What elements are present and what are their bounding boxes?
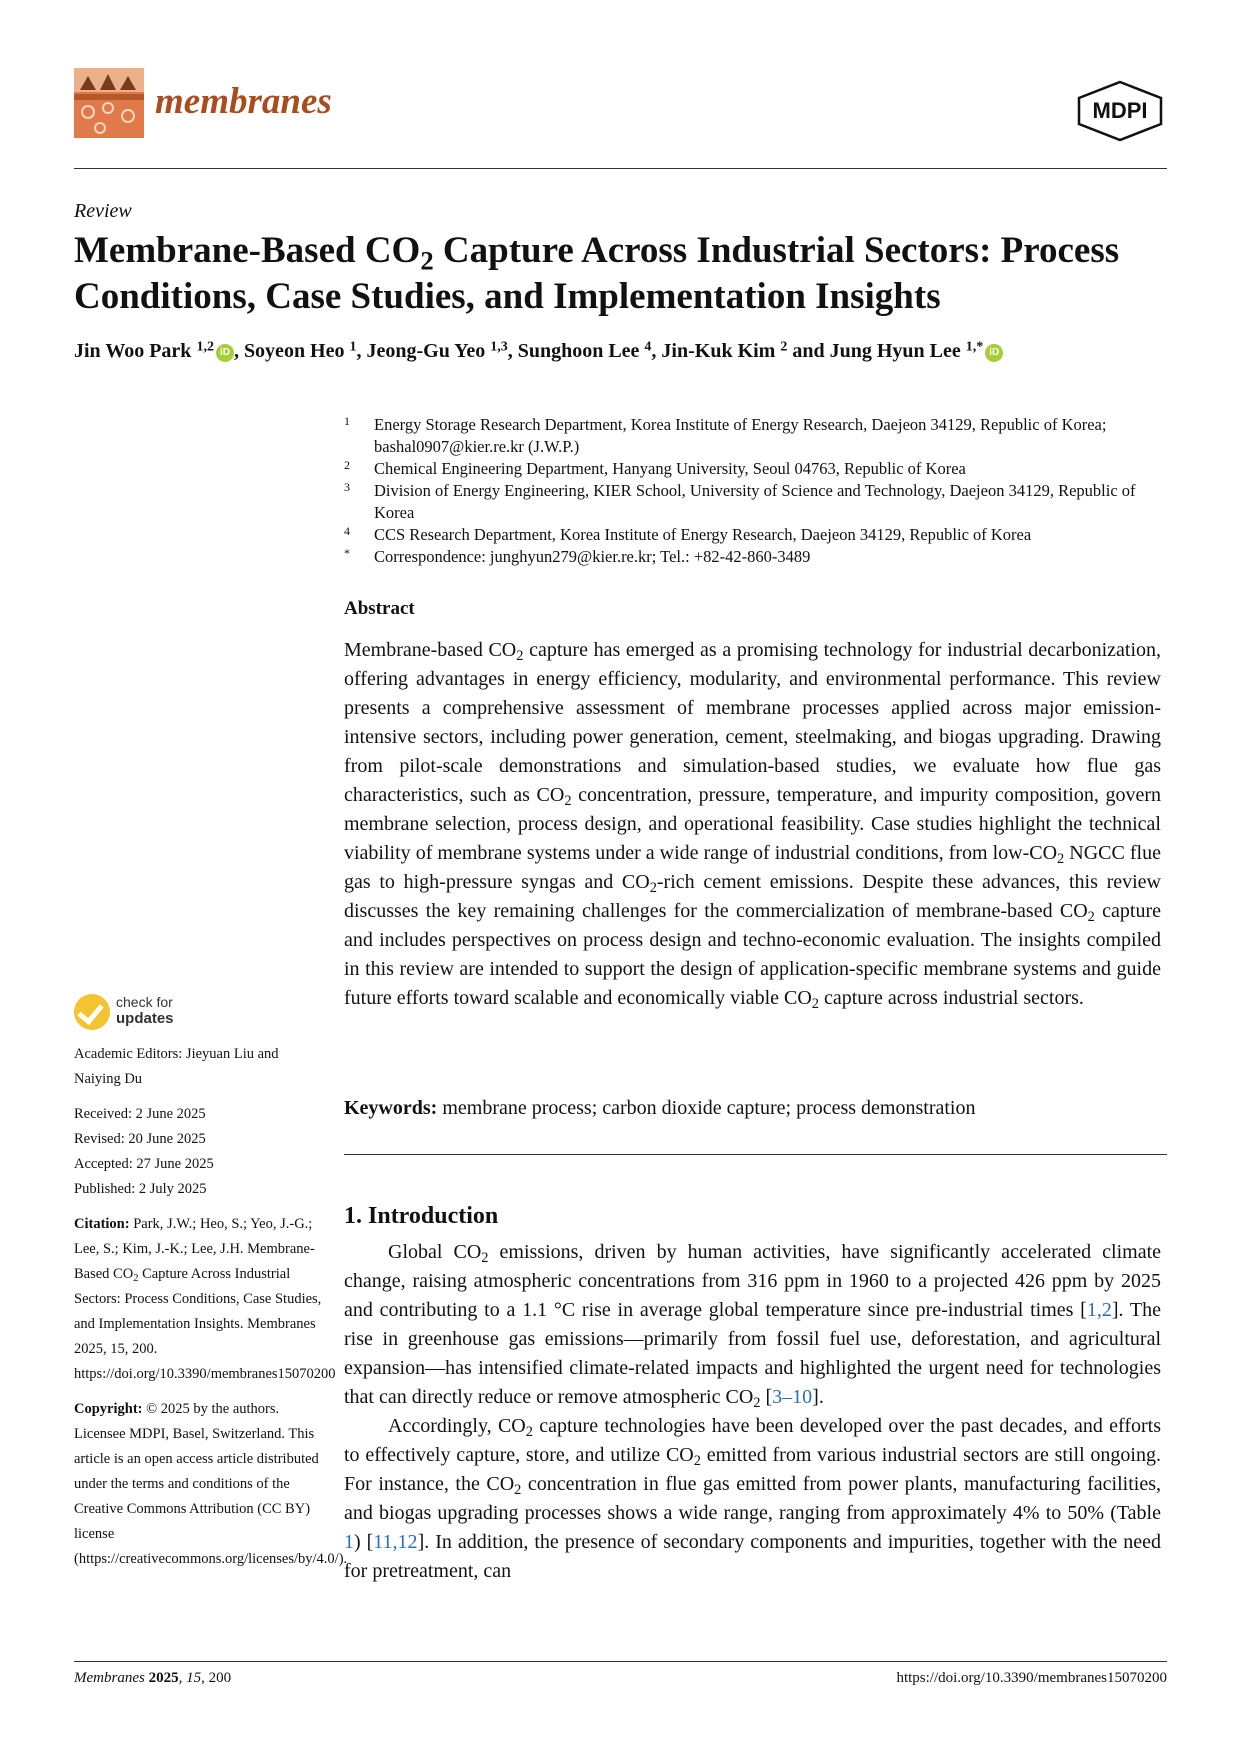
affiliation-item: 1 Energy Storage Research Department, Korea Institute of Energy Research, Daejeon 34129, Republic of Korea; bashal0907@kier.re.kr (J.W.P.) bbox=[344, 414, 1107, 456]
intro-paragraph-1 bbox=[344, 1238, 1161, 1412]
check-for-label: check for bbox=[116, 994, 173, 1010]
keywords-label: Keywords: bbox=[344, 1097, 438, 1119]
mdpi-logo-icon[interactable] bbox=[1073, 80, 1167, 142]
section-heading-introduction: 1. Introduction bbox=[344, 1203, 499, 1229]
abstract-heading: Abstract bbox=[344, 598, 415, 619]
header-rule bbox=[74, 168, 1167, 169]
published-date: Published: 2 July 2025 bbox=[74, 1181, 207, 1197]
citation-link[interactable]: 1,2 bbox=[1086, 1299, 1112, 1321]
citation-link[interactable]: 11,12 bbox=[373, 1531, 418, 1553]
revised-date: Revised: 20 June 2025 bbox=[74, 1131, 206, 1147]
intro-p2-text-c: ]. In addition, the presence of secondary components and impurities, together with the need for pretreatment, can bbox=[344, 1531, 1162, 1582]
academic-editors: Academic Editors: Jieyuan Liu and Naiying Du bbox=[74, 1046, 279, 1087]
author-name[interactable]: Jin Woo Park $^{1,2}$ bbox=[74, 339, 214, 362]
author-name[interactable]: Soyeon Heo $^1$ bbox=[243, 339, 357, 362]
orcid-icon[interactable]: iD bbox=[216, 344, 234, 362]
article-title: Membrane-Based $CO_2$ Capture Across Industrial Sectors: Process Conditions, Case Studies, and Implementation Insights bbox=[74, 230, 1120, 317]
intro-p1-text-b: ]. The rise in greenhouse gas emissions—primarily from fossil fuel use, deforestation, and agricultural expansion—has intensified climate-related impacts and highlighted the urgent need for technologies that can directly reduce or remove atmospheric $CO_2$ [ bbox=[344, 1299, 1161, 1412]
introduction-body bbox=[344, 1238, 1161, 1586]
keywords-rule bbox=[344, 1154, 1167, 1155]
author-name[interactable]: Jeong-Gu Yeo $^{1,3}$ bbox=[366, 339, 508, 362]
received-date: Received: 2 June 2025 bbox=[74, 1106, 206, 1122]
intro-p2-text-a: Accordingly, $CO_2$ capture technologies have been developed over the past decades, and efforts to effectively capture, store, and utilize $CO_2$ emitted from various industrial sectors are still ongoing. For instance, the $CO_2$ concentration in flue gas emitted from power plants, manufacturing facilities, and biogas upgrading processes shows a wide range, ranging from approximately 4% to 50% (Table bbox=[344, 1415, 1161, 1524]
keywords bbox=[344, 1097, 1161, 1120]
journal-name[interactable]: membranes bbox=[155, 81, 332, 122]
keywords-text: membrane process; carbon dioxide capture; process demonstration bbox=[437, 1097, 976, 1119]
abstract-text: Membrane-based $CO_2$ capture has emerged as a promising technology for industrial decarbonization, offering advantages in energy efficiency, modularity, and environmental performance. This review presents a comprehensive assessment of membrane processes applied across major emission-intensive sectors, including power generation, cement, steelmaking, and biogas upgrading. Drawing from pilot-scale demonstrations and simulation-based studies, we evaluate how flue gas characteristics, such as $CO_2$ concentration, pressure, temperature, and impurity composition, govern membrane selection, process design, and operational feasibility. Case studies highlight the technical viability of membrane systems under a wide range of industrial conditions, from low-$CO_2$ NGCC flue gas to high-pressure syngas and $CO_2$-rich cement emissions. Despite these advances, this review discusses the key remaining challenges for the commercialization of membrane-based $CO_2$ capture and includes perspectives on process design and techno-economic evaluation. The insights compiled in this review are intended to support the design of application-specific membrane systems and guide future efforts toward scalable and economically viable $CO_2$ capture across industrial sectors. bbox=[344, 639, 1162, 1013]
table-link[interactable]: 1 bbox=[344, 1531, 354, 1553]
citation-link[interactable]: 3–10 bbox=[772, 1386, 813, 1408]
mdpi-logo-text: MDPI bbox=[1092, 98, 1148, 123]
footer-doi-link[interactable]: https://doi.org/10.3390/membranes15070200 bbox=[896, 1670, 1167, 1686]
accepted-date: Accepted: 27 June 2025 bbox=[74, 1156, 214, 1172]
article-type: Review bbox=[74, 200, 132, 222]
intro-p1-text-c: ]. bbox=[812, 1386, 824, 1408]
affiliation-item: 3 Division of Energy Engineering, KIER School, University of Science and Technology, Daejeon 34129, Republic of Korea bbox=[344, 480, 1136, 522]
affiliations bbox=[344, 414, 1174, 568]
footer-rule bbox=[74, 1661, 1167, 1662]
checkmark-icon bbox=[74, 994, 110, 1030]
author-name[interactable]: Sunghoon Lee $^4$ bbox=[517, 339, 652, 362]
orcid-icon[interactable]: iD bbox=[985, 344, 1003, 362]
author-name[interactable]: Jin-Kuk Kim $^2$ bbox=[661, 339, 788, 362]
intro-paragraph-2 bbox=[344, 1412, 1161, 1586]
intro-p1-text-a: Global $CO_2$ emissions, driven by human activities, have significantly accelerated climate change, raising atmospheric concentrations from 316 ppm in 1960 to a projected 426 ppm by 2025 and contributing to a 1.1 °C rise in average global temperature since pre-industrial times [ bbox=[344, 1241, 1162, 1321]
intro-p2-text-b: ) [ bbox=[354, 1531, 374, 1553]
author-name[interactable]: Jung Hyun Lee $^{1,*}$ bbox=[829, 339, 984, 362]
affiliation-item: * Correspondence: junghyun279@kier.re.kr; Tel.: +82-42-860-3489 bbox=[344, 546, 811, 566]
footer-citation: Membranes 2025, 15, 200 bbox=[74, 1670, 232, 1686]
author-list: Jin Woo Park $^{1,2}$ iD , Soyeon Heo $^1$, Jeong-Gu Yeo $^{1,3}$, Sunghoon Lee $^4$, Jin-Kuk Kim $^2$ and Jung Hyun Lee $^{1,*}$ iD bbox=[74, 340, 1174, 363]
article-info-sidebar bbox=[74, 1042, 348, 1582]
copyright: Copyright: © 2025 by the authors. Licensee MDPI, Basel, Switzerland. This article is an open access article distributed under the terms and conditions of the Creative Commons Attribution (CC BY) license (https://creativecommons.org/licenses/by/4.0/). bbox=[74, 1401, 348, 1567]
updates-label: updates bbox=[116, 1010, 174, 1027]
affiliation-item: 4 CCS Research Department, Korea Institute of Energy Research, Daejeon 34129, Republic of Korea bbox=[344, 524, 1032, 544]
membranes-logo-icon bbox=[74, 68, 144, 138]
citation: Citation: Park, J.W.; Heo, S.; Yeo, J.-G.; Lee, S.; Kim, J.-K.; Lee, J.H. Membrane-Based $CO_2$ Capture Across Industrial Sectors: Process Conditions, Case Studies, and Implementation Insights. Membranes 2025, 15, 200. https://doi.org/10.3390/membranes15070200 bbox=[74, 1216, 336, 1382]
affiliation-item: 2 Chemical Engineering Department, Hanyang University, Seoul 04763, Republic of Korea bbox=[344, 458, 966, 478]
